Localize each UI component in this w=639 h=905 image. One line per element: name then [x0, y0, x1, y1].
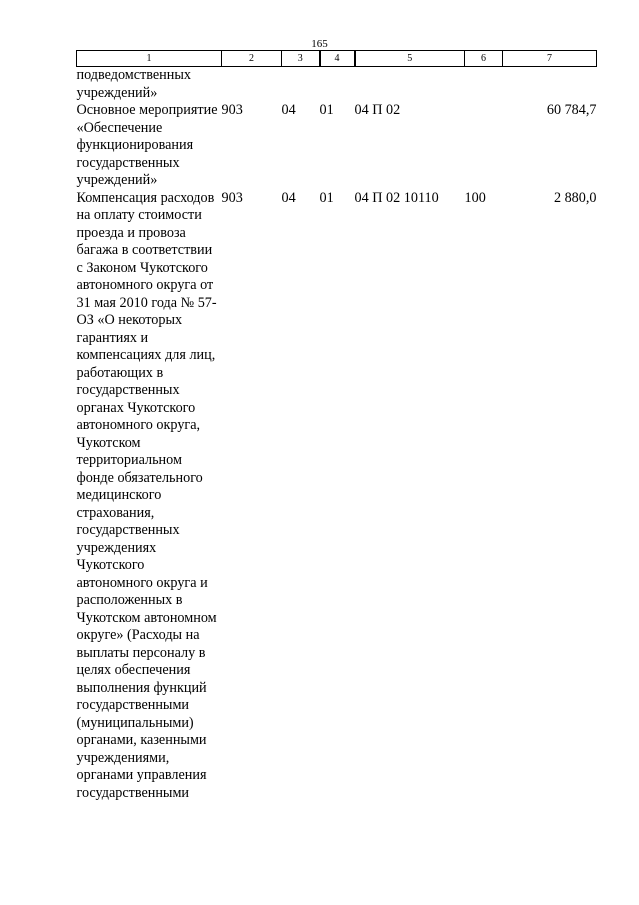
row-subsection [320, 67, 355, 103]
row-name: подведомственных учреждений» [76, 67, 191, 101]
table-row [77, 190, 597, 803]
row-amount: 2 880,0 [553, 189, 597, 206]
row-section: 04 [281, 102, 296, 118]
header-row [77, 51, 597, 67]
row-subsection: 01 [319, 102, 334, 118]
row-name: Компенсация расходов на оплату стоимости проезда и провоза багажа в соответствии с Законом Чукотского автономного округа от 31 мая 2010 года № 57-ОЗ «О некоторых гарантиях и компенсациях для лиц, работающих в государственных органах Чукотского автономного округа, Чукотском территориальном фонде обязательного медицинского страхования, государственных учреждениях Чукотского автономного округа и расположенных в Чукотском автономном округе» (Расходы на выплаты персоналу в целях обеспечения выполнения функций государственными (муниципальными) органами, казенными учреждениями, органами управления государственными [76, 189, 217, 801]
column-header: 3 [282, 51, 320, 67]
column-header: 2 [222, 51, 282, 67]
row-amount [503, 67, 597, 103]
row-expense-type: 100 [464, 189, 486, 206]
row-expense-type [465, 102, 503, 190]
row-grbs: 903 [221, 189, 243, 206]
column-header: 4 [320, 51, 355, 67]
row-grbs: 903 [221, 102, 243, 118]
row-name: Основное мероприятие «Обеспечение функционирования государственных учреждений» [76, 102, 218, 188]
row-amount: 60 784,7 [546, 102, 597, 118]
page-number: 165 [311, 38, 328, 50]
row-grbs [222, 67, 282, 103]
row-target-article [355, 67, 465, 103]
row-subsection: 01 [319, 189, 334, 206]
column-header: 7 [503, 51, 597, 67]
row-section [282, 67, 320, 103]
row-target-article: 04 П 02 [354, 102, 401, 118]
column-header: 6 [465, 51, 503, 67]
budget-table [76, 50, 597, 802]
table-row [77, 102, 597, 190]
row-section: 04 [281, 189, 296, 206]
row-expense-type [465, 67, 503, 103]
column-header: 1 [77, 51, 222, 67]
table-row [77, 67, 597, 103]
column-header: 5 [355, 51, 465, 67]
row-target-article: 04 П 02 10110 [354, 189, 439, 206]
